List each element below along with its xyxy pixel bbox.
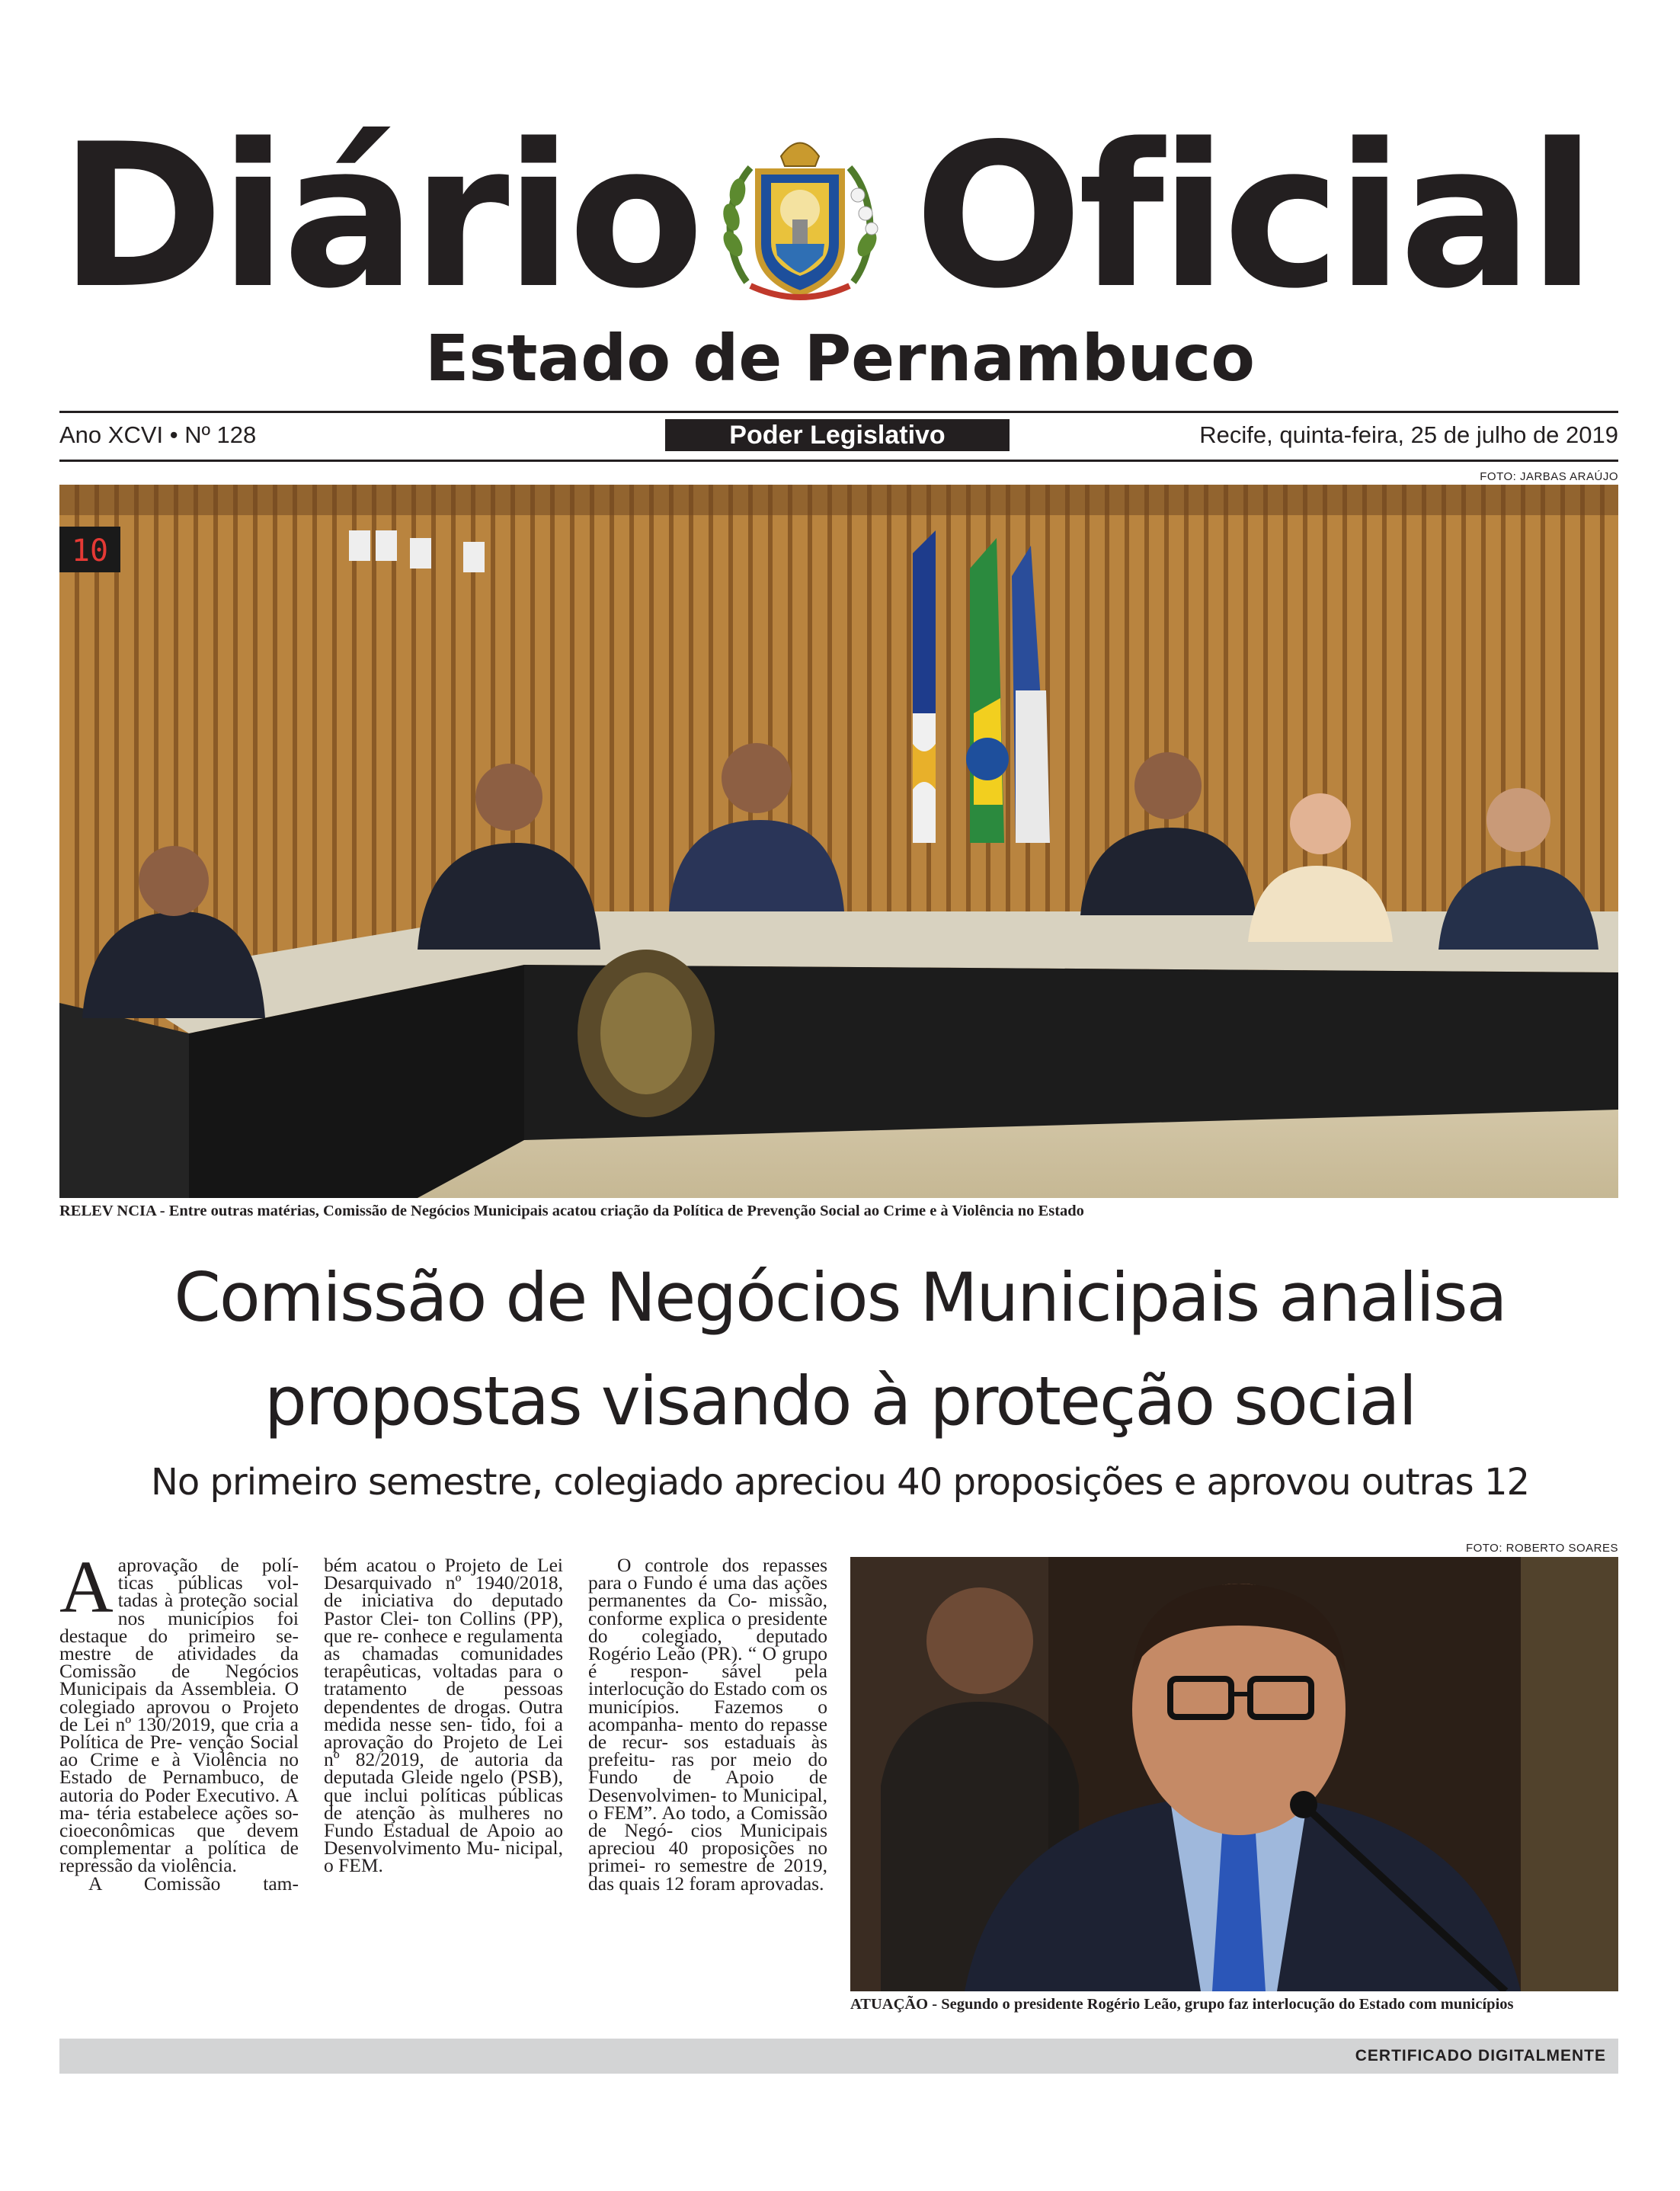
certified-label: CERTIFICADO DIGITALMENTE bbox=[1355, 2047, 1606, 2064]
main-photo bbox=[59, 485, 1618, 1198]
article-headline bbox=[0, 1246, 1680, 1453]
timer-display: 10 bbox=[71, 533, 109, 569]
main-photo-credit: FOTO: JARBAS ARAÚJO bbox=[1480, 470, 1618, 483]
section-badge: Poder Legislativo bbox=[665, 419, 1010, 451]
masthead-subtitle: Estado de Pernambuco bbox=[424, 321, 1256, 396]
col3-paragraph-1: O controle dos repasses para o Fundo é uma das ações permanentes da Co- missão, conforme explica o presidente do colegiado, deputado Rogério Leão (PR). “ O grupo é respon- sável pela interlocução do Estado com os municípios. Fazemos o acompanha- mento do repasse de recur- sos estaduais às prefeitu- ras por meio do Fundo de Apoio de Desenvolvimen- to Municipal, o FEM”. Ao todo, a Comissão de Negó- cios Municipais apreciou 40 proposições no primei- ro semestre de 2019, das quais 12 foram aprovadas. bbox=[588, 1554, 827, 1895]
article-column-2 bbox=[324, 1556, 563, 1875]
pernambuco-coat-of-arms-icon bbox=[716, 130, 884, 305]
article-column-1 bbox=[59, 1546, 299, 1895]
masthead-title-diario: Diário bbox=[59, 102, 700, 332]
drop-cap: A bbox=[59, 1546, 114, 1629]
col1-paragraph-1: aprovação de polí- ticas públicas vol- tadas à proteção social nos municípios foi destaque do primeiro se- mestre de atividades da Comissão de Negócios Municipais da Assembleia. O colegiado aprovou o Projeto de Lei nº 130/2019, que cria a Política de Pre- venção Social ao Crime e à Violência no Estado de Pernambuco, de autoria do Poder Executivo. A ma- téria estabelece ações so- cioeconômicas que devem complementar a política de repressão da violência. bbox=[59, 1554, 299, 1877]
second-photo-credit: FOTO: ROBERTO SOARES bbox=[1465, 1542, 1618, 1555]
main-photo-caption: RELEV NCIA - Entre outras matérias, Comissão de Negócios Municipais acatou criação da Política de Prevenção Social ao Crime e à Violência no Estado bbox=[59, 1203, 1084, 1219]
article-column-3 bbox=[588, 1554, 827, 1895]
masthead-title-oficial: Oficial bbox=[914, 102, 1592, 332]
footer-bar bbox=[59, 2039, 1618, 2074]
headline-line-2: propostas visando à proteção social bbox=[264, 1362, 1416, 1440]
article-deck: No primeiro semestre, colegiado apreciou 40 proposições e aprovou outras 12 bbox=[150, 1461, 1530, 1504]
publication-date: Recife, quinta-feira, 25 de julho de 2019 bbox=[1199, 421, 1618, 448]
speaker-portrait-image bbox=[850, 1557, 1618, 1991]
col1-paragraph-2: A Comissão tam- bbox=[88, 1872, 299, 1895]
bottom-rule bbox=[59, 460, 1618, 462]
info-bar bbox=[59, 418, 1618, 453]
edition-number: Ano XCVI • Nº 128 bbox=[59, 421, 257, 448]
top-rule bbox=[59, 411, 1618, 413]
second-photo-caption: ATUAÇÃO - Segundo o presidente Rogério Leão, grupo faz interlocução do Estado com municípios bbox=[850, 1996, 1514, 2013]
second-photo bbox=[850, 1557, 1618, 1991]
committee-meeting-image bbox=[59, 485, 1618, 1198]
headline-line-1: Comissão de Negócios Municipais analisa bbox=[174, 1258, 1506, 1337]
col2-paragraph-1: bém acatou o Projeto de Lei Desarquivado nº 1940/2018, de iniciativa do deputado Pastor Clei- ton Collins (PP), que re- conhece e regulamenta as chamadas comunidades terapêuticas, voltadas para o tratamento de pessoas dependentes de drogas. Outra medida nesse sen- tido, foi a aprovação do Projeto de Lei nº 82/2019, de autoria da deputada Gleide ngelo (PSB), que inclui políticas públicas de atenção às mulheres no Fundo Estadual de Apoio ao Desenvolvimento Mu- nicipal, o FEM. bbox=[324, 1554, 563, 1877]
